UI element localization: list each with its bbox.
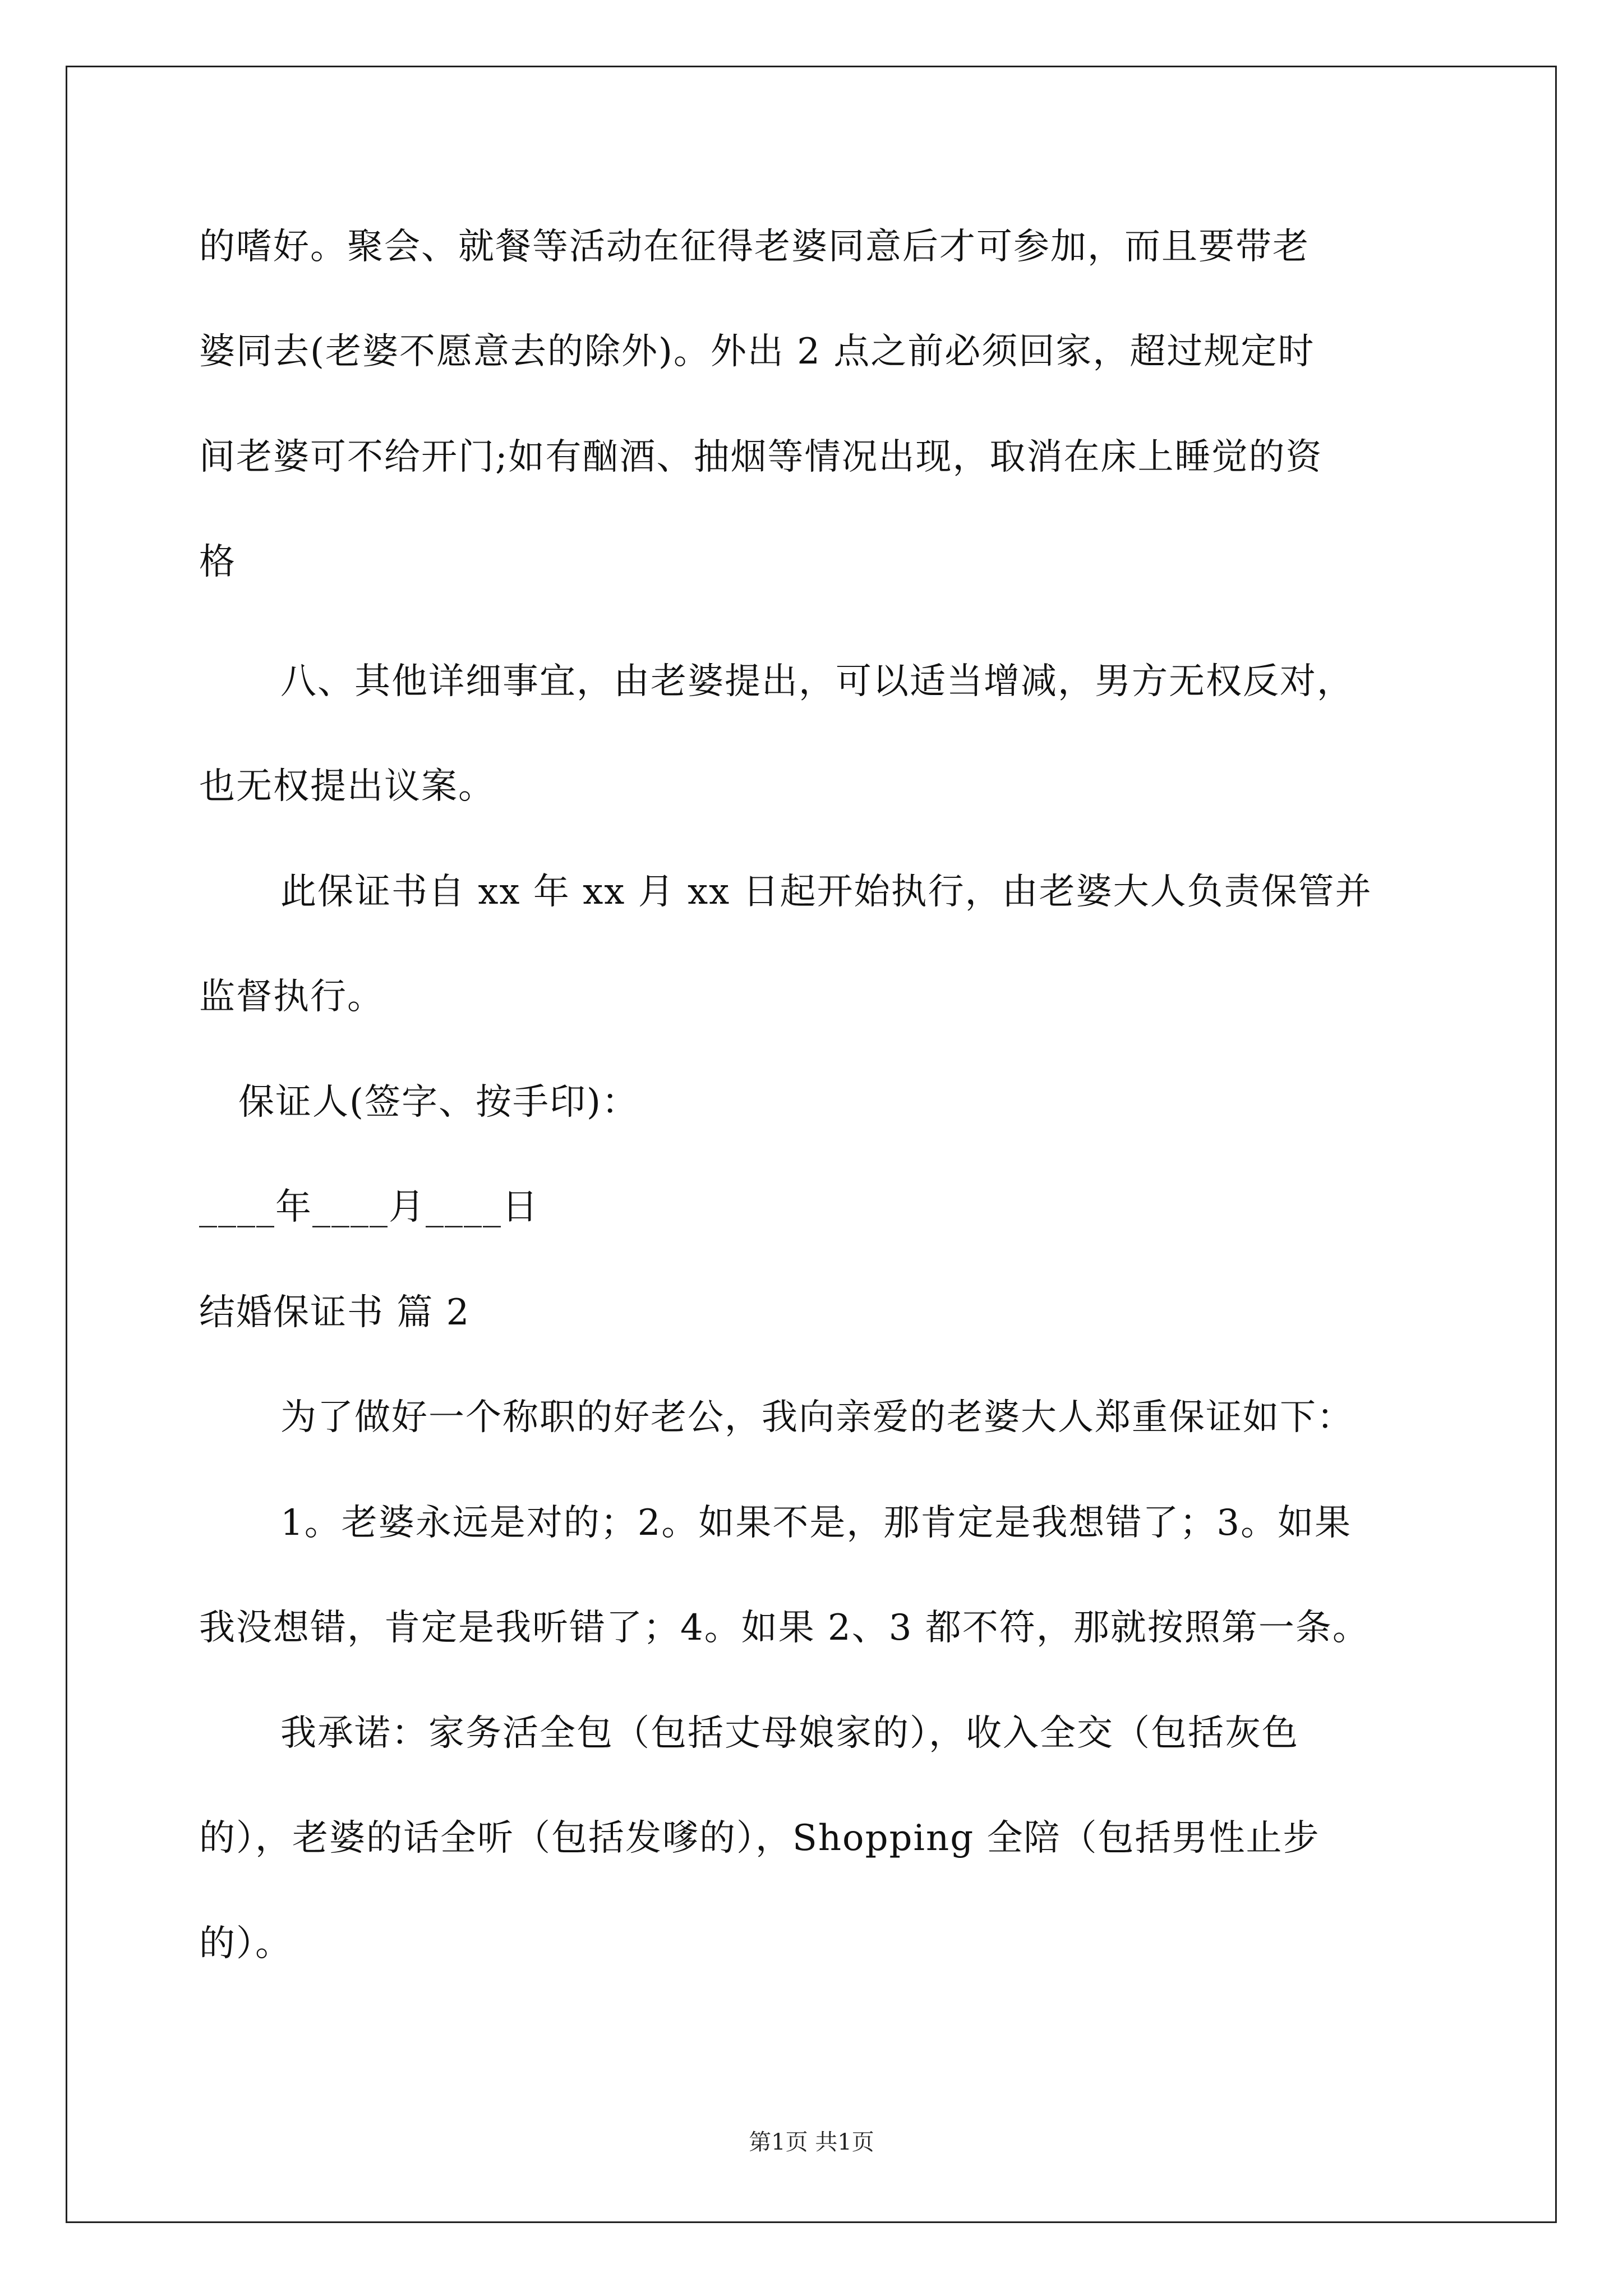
paragraph-line: 的）。 bbox=[199, 1923, 292, 1964]
page-border bbox=[66, 66, 1557, 2223]
paragraph-line: 1。老婆永远是对的；2。如果不是，那肯定是我想错了；3。如果 bbox=[280, 1502, 1352, 1544]
paragraph-line: 间老婆可不给开门;如有酗酒、抽烟等情况出现，取消在床上睡觉的资 bbox=[199, 436, 1323, 478]
signature-label: 保证人(签字、按手印)： bbox=[238, 1082, 639, 1123]
paragraph-line: 此保证书自 xx 年 xx 月 xx 日起开始执行，由老婆大人负责保管并 bbox=[280, 871, 1372, 913]
section-title: 结婚保证书 篇 2 bbox=[199, 1292, 471, 1333]
paragraph-line: 监督执行。 bbox=[199, 976, 384, 1018]
paragraph-line: 八、其他详细事宜，由老婆提出，可以适当增减，男方无权反对， bbox=[280, 661, 1354, 702]
date-line: ____年____月____日 bbox=[199, 1186, 539, 1228]
paragraph-line: 格 bbox=[199, 541, 236, 583]
paragraph-line: 的嗜好。聚会、就餐等活动在征得老婆同意后才可参加，而且要带老 bbox=[199, 226, 1310, 268]
paragraph-line: 也无权提出议案。 bbox=[199, 766, 495, 807]
paragraph-line: 的），老婆的话全听（包括发嗲的），Shopping 全陪（包括男性止步 bbox=[199, 1818, 1320, 1859]
paragraph-line: 为了做好一个称职的好老公，我向亲爱的老婆大人郑重保证如下： bbox=[280, 1397, 1354, 1438]
paragraph-line: 我没想错，肯定是我听错了；4。如果 2、3 都不符，那就按照第一条。 bbox=[199, 1607, 1370, 1649]
paragraph-line: 我承诺：家务活全包（包括丈母娘家的），收入全交（包括灰色 bbox=[280, 1713, 1299, 1754]
paragraph-line: 婆同去(老婆不愿意去的除外)。外出 2 点之前必须回家，超过规定时 bbox=[199, 331, 1315, 372]
page-footer: 第1页 共1页 bbox=[749, 2129, 874, 2155]
